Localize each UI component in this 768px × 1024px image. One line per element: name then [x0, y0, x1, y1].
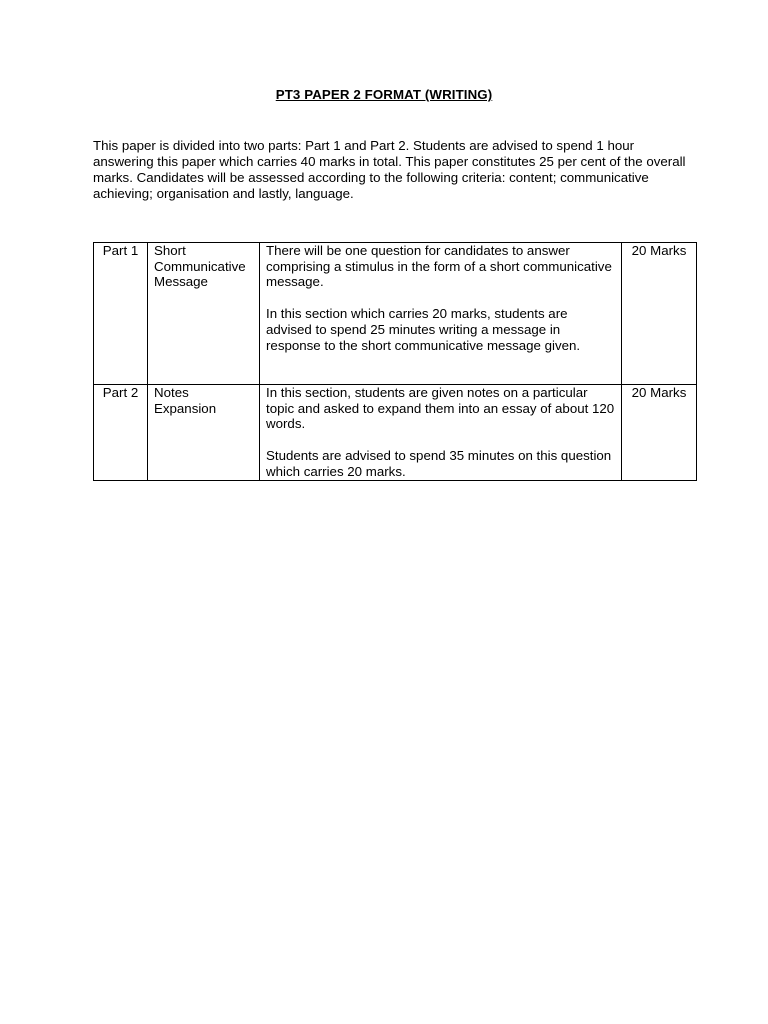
marks-cell: 20 Marks — [622, 385, 697, 481]
description-paragraph: Students are advised to spend 35 minutes on this question which carries 20 marks. — [266, 448, 612, 479]
intro-paragraph: This paper is divided into two parts: Part 1 and Part 2. Students are advised to spend 1 hour answering this paper which carries 40 marks in total. This paper constitutes 25 per cent of the overall marks. Candidates will be assessed according to the following criteria: content; communicative achieving; organisation and lastly, language. — [93, 138, 686, 201]
description-paragraph: There will be one question for candidates to answer comprising a stimulus in the form of a short communicative message. — [266, 243, 612, 290]
description-paragraph: In this section, students are given notes on a particular topic and asked to expand them into an essay of about 120 words. — [266, 385, 615, 432]
description-cell — [260, 385, 622, 481]
marks-cell: 20 Marks — [622, 243, 697, 385]
table-row — [94, 385, 697, 481]
format-table — [93, 242, 697, 481]
section-name-cell: Notes Expansion — [148, 385, 260, 481]
description-cell — [260, 243, 622, 385]
table-row — [94, 243, 697, 385]
document-title: PT3 PAPER 2 FORMAT (WRITING) — [275, 87, 493, 102]
part-cell: Part 2 — [94, 385, 148, 481]
part-cell: Part 1 — [94, 243, 148, 385]
description-paragraph: In this section which carries 20 marks, students are advised to spend 25 minutes writing a message in response to the short communicative message given. — [266, 306, 581, 353]
section-name-cell: Short Communicative Message — [148, 243, 260, 385]
